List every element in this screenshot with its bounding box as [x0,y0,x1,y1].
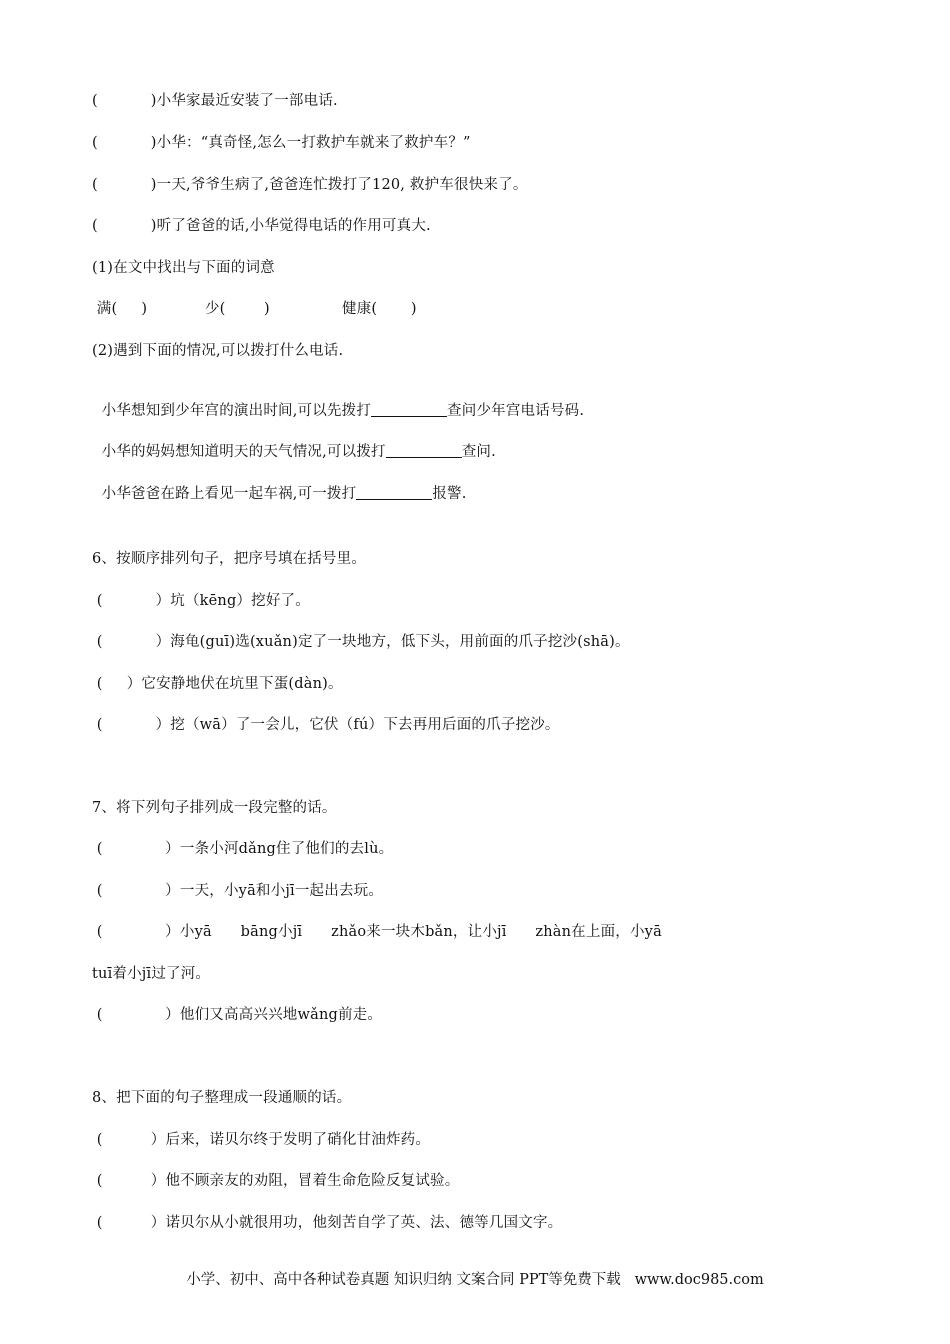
story-item: ( )听了爸爸的话,小华觉得电话的作用可真大. [92,218,431,234]
section-7-item: ( ）一条小河dǎng住了他们的去lù。 [92,841,394,857]
story-item: ( )小华：“真奇怪,怎么一打救护车就来了救护车？” [92,135,471,151]
q1-prompt: (1)在文中找出与下面的词意 [92,260,275,276]
section-8-item: ( ）诺贝尔从小就很用功，他刻苦自学了英、法、德等几国文字。 [92,1215,563,1231]
q2-line-after: 查问. [461,444,496,460]
q2-prompt: (2)遇到下面的情况,可以拨打什么电话. [92,343,344,359]
section-8-item: ( ）他不顾亲友的劝阻，冒着生命危险反复试验。 [92,1173,460,1189]
section-7-item: ( ）一天，小yā和小jī一起出去玩。 [92,883,384,899]
section-6-title: 6、按顺序排列句子，把序号填在括号里。 [92,551,367,567]
page-footer: 小学、初中、高中各种试卷真题 知识归纳 文案合同 PPT等免费下载 www.doc985.com [186,1272,764,1288]
answer-blank[interactable] [356,485,432,500]
story-item: ( )一天,爷爷生病了,爸爸连忙拨打了120, 救护车很快来了。 [92,177,528,193]
q2-line-before: 小华想知到少年宫的演出时间,可以先拨打 [101,403,372,419]
q2-line [92,467,467,503]
section-7-title: 7、将下列句子排列成一段完整的话。 [92,800,337,816]
section-6-item: ( ）它安静地伏在坑里下蛋(dàn)。 [92,676,343,692]
q2-line-after: 报警. [432,486,467,502]
section-7-item-continuation: tuī着小jī过了河。 [92,966,211,982]
section-7-item: ( ）小yā bāng小jī zhǎo来一块木bǎn，让小jī zhàn在上面，小yā [92,924,662,940]
q1-words: 满( ) 少( ) 健康( ) [92,301,417,317]
section-7-item: ( ）他们又高高兴兴地wǎng前走。 [92,1007,383,1023]
section-6-item: ( ）挖（wā）了一会儿，它伏（fú）下去再用后面的爪子挖沙。 [92,717,560,733]
story-item: ( )小华家最近安装了一部电话. [92,93,338,109]
q2-line [92,425,496,461]
section-6-item: ( ）坑（kēng）挖好了。 [92,593,310,609]
answer-blank[interactable] [386,443,462,458]
section-6-item: ( ）海龟(guī)选(xuǎn)定了一块地方，低下头，用前面的爪子挖沙(shā)。 [92,634,630,650]
q2-line-before: 小华爸爸在路上看见一起车祸,可一拨打 [101,486,357,502]
section-8-item: ( ）后来，诺贝尔终于发明了硝化甘油炸药。 [92,1132,431,1148]
q2-line-after: 查问少年宫电话号码. [447,403,585,419]
section-8-title: 8、把下面的句子整理成一段通顺的话。 [92,1090,352,1106]
q2-line [92,384,584,420]
answer-blank[interactable] [371,402,447,417]
q2-line-before: 小华的妈妈想知道明天的天气情况,可以拨打 [101,444,386,460]
